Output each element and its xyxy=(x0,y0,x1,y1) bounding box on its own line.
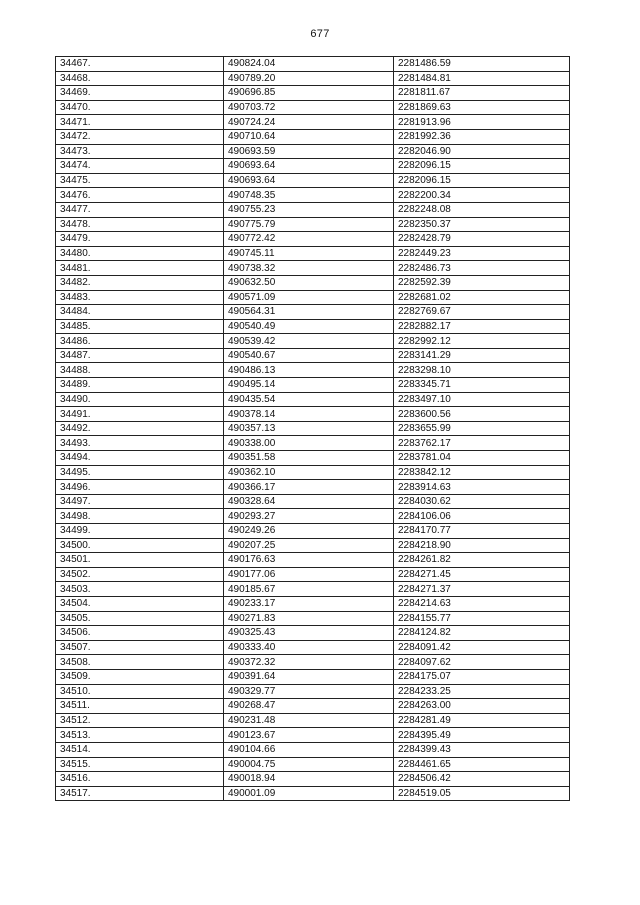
x-coordinate-cell: 490104.66 xyxy=(224,742,394,757)
y-coordinate-cell: 2281811.67 xyxy=(394,86,570,101)
y-coordinate-cell: 2282992.12 xyxy=(394,334,570,349)
table-row xyxy=(56,699,570,714)
table-row xyxy=(56,348,570,363)
x-coordinate-cell: 490693.64 xyxy=(224,159,394,174)
point-index-cell: 34508. xyxy=(56,655,224,670)
y-coordinate-cell: 2283655.99 xyxy=(394,421,570,436)
point-index-cell: 34471. xyxy=(56,115,224,130)
table-row xyxy=(56,524,570,539)
y-coordinate-cell: 2282592.39 xyxy=(394,275,570,290)
x-coordinate-cell: 490233.17 xyxy=(224,596,394,611)
point-index-cell: 34494. xyxy=(56,451,224,466)
point-index-cell: 34485. xyxy=(56,319,224,334)
x-coordinate-cell: 490495.14 xyxy=(224,378,394,393)
y-coordinate-cell: 2284261.82 xyxy=(394,553,570,568)
table-row xyxy=(56,494,570,509)
table-row xyxy=(56,319,570,334)
y-coordinate-cell: 2282449.23 xyxy=(394,246,570,261)
table-row xyxy=(56,684,570,699)
table-row xyxy=(56,246,570,261)
x-coordinate-cell: 490231.48 xyxy=(224,713,394,728)
x-coordinate-cell: 490329.77 xyxy=(224,684,394,699)
table-row xyxy=(56,480,570,495)
point-index-cell: 34497. xyxy=(56,494,224,509)
point-index-cell: 34487. xyxy=(56,348,224,363)
table-row xyxy=(56,202,570,217)
table-row xyxy=(56,305,570,320)
y-coordinate-cell: 2284263.00 xyxy=(394,699,570,714)
table-row xyxy=(56,567,570,582)
x-coordinate-cell: 490540.49 xyxy=(224,319,394,334)
x-coordinate-cell: 490435.54 xyxy=(224,392,394,407)
coordinate-table xyxy=(55,56,570,801)
x-coordinate-cell: 490391.64 xyxy=(224,669,394,684)
table-row xyxy=(56,217,570,232)
point-index-cell: 34473. xyxy=(56,144,224,159)
y-coordinate-cell: 2282350.37 xyxy=(394,217,570,232)
point-index-cell: 34495. xyxy=(56,465,224,480)
table-row xyxy=(56,611,570,626)
table-row xyxy=(56,275,570,290)
x-coordinate-cell: 490325.43 xyxy=(224,626,394,641)
point-index-cell: 34500. xyxy=(56,538,224,553)
y-coordinate-cell: 2283141.29 xyxy=(394,348,570,363)
point-index-cell: 34516. xyxy=(56,772,224,787)
y-coordinate-cell: 2284106.06 xyxy=(394,509,570,524)
table-row xyxy=(56,553,570,568)
table-row xyxy=(56,436,570,451)
point-index-cell: 34490. xyxy=(56,392,224,407)
y-coordinate-cell: 2282248.08 xyxy=(394,202,570,217)
table-row xyxy=(56,728,570,743)
x-coordinate-cell: 490333.40 xyxy=(224,640,394,655)
x-coordinate-cell: 490693.64 xyxy=(224,173,394,188)
y-coordinate-cell: 2283914.63 xyxy=(394,480,570,495)
x-coordinate-cell: 490293.27 xyxy=(224,509,394,524)
x-coordinate-cell: 490207.25 xyxy=(224,538,394,553)
y-coordinate-cell: 2283781.04 xyxy=(394,451,570,466)
table-row xyxy=(56,713,570,728)
table-row xyxy=(56,144,570,159)
y-coordinate-cell: 2284091.42 xyxy=(394,640,570,655)
y-coordinate-cell: 2283842.12 xyxy=(394,465,570,480)
table-row xyxy=(56,363,570,378)
point-index-cell: 34507. xyxy=(56,640,224,655)
point-index-cell: 34478. xyxy=(56,217,224,232)
point-index-cell: 34514. xyxy=(56,742,224,757)
y-coordinate-cell: 2284170.77 xyxy=(394,524,570,539)
point-index-cell: 34470. xyxy=(56,100,224,115)
x-coordinate-cell: 490004.75 xyxy=(224,757,394,772)
table-row xyxy=(56,742,570,757)
table-row xyxy=(56,261,570,276)
point-index-cell: 34480. xyxy=(56,246,224,261)
x-coordinate-cell: 490366.17 xyxy=(224,480,394,495)
point-index-cell: 34486. xyxy=(56,334,224,349)
x-coordinate-cell: 490824.04 xyxy=(224,57,394,72)
x-coordinate-cell: 490571.09 xyxy=(224,290,394,305)
table-row xyxy=(56,772,570,787)
x-coordinate-cell: 490710.64 xyxy=(224,129,394,144)
point-index-cell: 34475. xyxy=(56,173,224,188)
y-coordinate-cell: 2284233.25 xyxy=(394,684,570,699)
x-coordinate-cell: 490703.72 xyxy=(224,100,394,115)
table-row xyxy=(56,421,570,436)
x-coordinate-cell: 490249.26 xyxy=(224,524,394,539)
table-row xyxy=(56,407,570,422)
x-coordinate-cell: 490268.47 xyxy=(224,699,394,714)
table-row xyxy=(56,232,570,247)
x-coordinate-cell: 490177.06 xyxy=(224,567,394,582)
x-coordinate-cell: 490738.32 xyxy=(224,261,394,276)
point-index-cell: 34491. xyxy=(56,407,224,422)
x-coordinate-cell: 490362.10 xyxy=(224,465,394,480)
x-coordinate-cell: 490539.42 xyxy=(224,334,394,349)
x-coordinate-cell: 490328.64 xyxy=(224,494,394,509)
table-row xyxy=(56,129,570,144)
y-coordinate-cell: 2284395.49 xyxy=(394,728,570,743)
table-row xyxy=(56,538,570,553)
x-coordinate-cell: 490372.32 xyxy=(224,655,394,670)
point-index-cell: 34493. xyxy=(56,436,224,451)
y-coordinate-cell: 2282769.67 xyxy=(394,305,570,320)
point-index-cell: 34499. xyxy=(56,524,224,539)
y-coordinate-cell: 2284506.42 xyxy=(394,772,570,787)
y-coordinate-cell: 2283762.17 xyxy=(394,436,570,451)
x-coordinate-cell: 490351.58 xyxy=(224,451,394,466)
y-coordinate-cell: 2284030.62 xyxy=(394,494,570,509)
y-coordinate-cell: 2284214.63 xyxy=(394,596,570,611)
point-index-cell: 34474. xyxy=(56,159,224,174)
x-coordinate-cell: 490564.31 xyxy=(224,305,394,320)
point-index-cell: 34477. xyxy=(56,202,224,217)
y-coordinate-cell: 2284461.65 xyxy=(394,757,570,772)
x-coordinate-cell: 490772.42 xyxy=(224,232,394,247)
table-row xyxy=(56,640,570,655)
point-index-cell: 34476. xyxy=(56,188,224,203)
point-index-cell: 34502. xyxy=(56,567,224,582)
table-row xyxy=(56,451,570,466)
point-index-cell: 34483. xyxy=(56,290,224,305)
point-index-cell: 34504. xyxy=(56,596,224,611)
table-row xyxy=(56,188,570,203)
y-coordinate-cell: 2282096.15 xyxy=(394,159,570,174)
point-index-cell: 34512. xyxy=(56,713,224,728)
table-row xyxy=(56,71,570,86)
point-index-cell: 34506. xyxy=(56,626,224,641)
point-index-cell: 34489. xyxy=(56,378,224,393)
point-index-cell: 34511. xyxy=(56,699,224,714)
y-coordinate-cell: 2282046.90 xyxy=(394,144,570,159)
table-row xyxy=(56,173,570,188)
x-coordinate-cell: 490632.50 xyxy=(224,275,394,290)
x-coordinate-cell: 490748.35 xyxy=(224,188,394,203)
point-index-cell: 34505. xyxy=(56,611,224,626)
x-coordinate-cell: 490755.23 xyxy=(224,202,394,217)
table-row xyxy=(56,465,570,480)
y-coordinate-cell: 2284175.07 xyxy=(394,669,570,684)
y-coordinate-cell: 2283298.10 xyxy=(394,363,570,378)
y-coordinate-cell: 2282096.15 xyxy=(394,173,570,188)
x-coordinate-cell: 490018.94 xyxy=(224,772,394,787)
point-index-cell: 34479. xyxy=(56,232,224,247)
y-coordinate-cell: 2281913.96 xyxy=(394,115,570,130)
x-coordinate-cell: 490378.14 xyxy=(224,407,394,422)
point-index-cell: 34496. xyxy=(56,480,224,495)
point-index-cell: 34501. xyxy=(56,553,224,568)
y-coordinate-cell: 2282882.17 xyxy=(394,319,570,334)
x-coordinate-cell: 490789.20 xyxy=(224,71,394,86)
x-coordinate-cell: 490338.00 xyxy=(224,436,394,451)
point-index-cell: 34469. xyxy=(56,86,224,101)
x-coordinate-cell: 490696.85 xyxy=(224,86,394,101)
point-index-cell: 34481. xyxy=(56,261,224,276)
page-number: 677 xyxy=(310,28,330,40)
x-coordinate-cell: 490486.13 xyxy=(224,363,394,378)
table-row xyxy=(56,582,570,597)
y-coordinate-cell: 2282428.79 xyxy=(394,232,570,247)
point-index-cell: 34468. xyxy=(56,71,224,86)
table-row xyxy=(56,626,570,641)
y-coordinate-cell: 2281486.59 xyxy=(394,57,570,72)
point-index-cell: 34510. xyxy=(56,684,224,699)
table-row xyxy=(56,786,570,801)
x-coordinate-cell: 490724.24 xyxy=(224,115,394,130)
table-row xyxy=(56,57,570,72)
table-row xyxy=(56,334,570,349)
x-coordinate-cell: 490176.63 xyxy=(224,553,394,568)
table-row xyxy=(56,115,570,130)
point-index-cell: 34517. xyxy=(56,786,224,801)
x-coordinate-cell: 490775.79 xyxy=(224,217,394,232)
y-coordinate-cell: 2284519.05 xyxy=(394,786,570,801)
table-row xyxy=(56,596,570,611)
point-index-cell: 34492. xyxy=(56,421,224,436)
table-row xyxy=(56,509,570,524)
x-coordinate-cell: 490693.59 xyxy=(224,144,394,159)
point-index-cell: 34488. xyxy=(56,363,224,378)
y-coordinate-cell: 2283497.10 xyxy=(394,392,570,407)
point-index-cell: 34467. xyxy=(56,57,224,72)
table-row xyxy=(56,100,570,115)
coordinate-table-body xyxy=(56,57,570,801)
x-coordinate-cell: 490540.67 xyxy=(224,348,394,363)
y-coordinate-cell: 2283345.71 xyxy=(394,378,570,393)
y-coordinate-cell: 2282200.34 xyxy=(394,188,570,203)
point-index-cell: 34484. xyxy=(56,305,224,320)
point-index-cell: 34498. xyxy=(56,509,224,524)
point-index-cell: 34509. xyxy=(56,669,224,684)
x-coordinate-cell: 490123.67 xyxy=(224,728,394,743)
y-coordinate-cell: 2284281.49 xyxy=(394,713,570,728)
point-index-cell: 34482. xyxy=(56,275,224,290)
y-coordinate-cell: 2283600.56 xyxy=(394,407,570,422)
point-index-cell: 34503. xyxy=(56,582,224,597)
y-coordinate-cell: 2284399.43 xyxy=(394,742,570,757)
y-coordinate-cell: 2284124.82 xyxy=(394,626,570,641)
x-coordinate-cell: 490745.11 xyxy=(224,246,394,261)
table-row xyxy=(56,669,570,684)
table-row xyxy=(56,86,570,101)
y-coordinate-cell: 2284097.62 xyxy=(394,655,570,670)
y-coordinate-cell: 2281484.81 xyxy=(394,71,570,86)
x-coordinate-cell: 490001.09 xyxy=(224,786,394,801)
y-coordinate-cell: 2282681.02 xyxy=(394,290,570,305)
y-coordinate-cell: 2281869.63 xyxy=(394,100,570,115)
y-coordinate-cell: 2284271.45 xyxy=(394,567,570,582)
point-index-cell: 34515. xyxy=(56,757,224,772)
table-row xyxy=(56,655,570,670)
y-coordinate-cell: 2284271.37 xyxy=(394,582,570,597)
table-row xyxy=(56,392,570,407)
x-coordinate-cell: 490357.13 xyxy=(224,421,394,436)
table-row xyxy=(56,159,570,174)
table-row xyxy=(56,757,570,772)
y-coordinate-cell: 2284218.90 xyxy=(394,538,570,553)
x-coordinate-cell: 490185.67 xyxy=(224,582,394,597)
y-coordinate-cell: 2284155.77 xyxy=(394,611,570,626)
y-coordinate-cell: 2282486.73 xyxy=(394,261,570,276)
y-coordinate-cell: 2281992.36 xyxy=(394,129,570,144)
x-coordinate-cell: 490271.83 xyxy=(224,611,394,626)
point-index-cell: 34472. xyxy=(56,129,224,144)
table-row xyxy=(56,378,570,393)
table-row xyxy=(56,290,570,305)
point-index-cell: 34513. xyxy=(56,728,224,743)
